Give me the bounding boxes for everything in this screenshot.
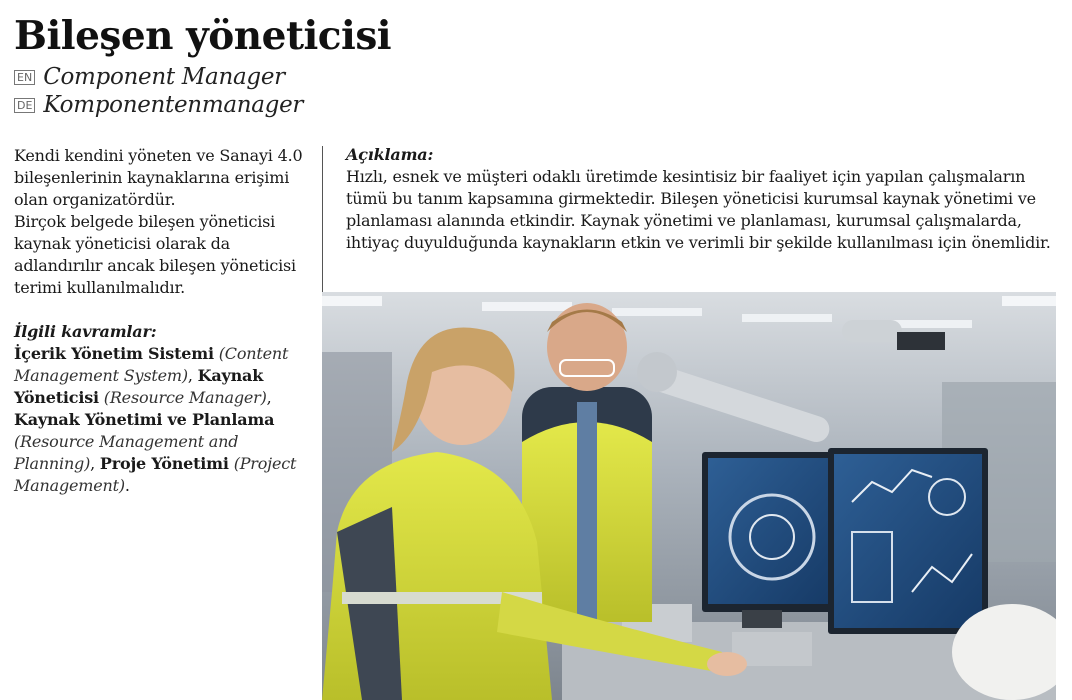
definition-text-1: Kendi kendini yöneten ve Sanayi 4.0 bileşenlerinin kaynaklarına erişimi olan organizatördür. [14,146,303,209]
translation-en-text: Component Manager [43,64,285,90]
description-section [346,144,1052,254]
related-concepts-heading: İlgili kavramlar: [14,322,157,341]
term-separator: , [187,366,198,385]
language-tag-en: EN [14,70,35,85]
term-separator: , [266,388,272,407]
page-title: Bileşen yöneticisi [14,13,392,59]
term-separator: . [124,476,130,495]
related-term-translation: (Resource Manager) [103,388,267,407]
description-heading: Açıklama: [346,145,434,164]
related-term: Kaynak Yönetimi ve Planlama [14,410,275,429]
definition-text-2: Birçok belgede bileşen yöneticisi kaynak yöneticisi olarak da adlandırılır ancak bileşen yöneticisi terimi kullanılmalıdır. [14,212,296,297]
related-term-translation: (Project Management) [14,454,297,495]
related-term: Kaynak Yöneticisi [14,366,264,407]
related-term-translation: (Content Management System) [14,344,289,385]
related-concepts-list [14,343,304,497]
factory-engineers-photo [322,292,1056,700]
language-tag-de: DE [14,98,35,113]
term-separator: , [90,454,100,473]
translation-de-text: Komponentenmanager [43,92,304,118]
photo-illustration [322,292,1056,700]
translation-de [14,91,303,119]
related-term: Proje Yönetimi [99,454,229,473]
description-body: Hızlı, esnek ve müşteri odaklı üretimde kesintisiz bir faaliyet için yapılan çalışmaların tümü bu tanım kapsamına girmektedir. Bileşen yöneticisi kurumsal kaynak yönetimi ve planlaması alanında etkindir. Kaynak yönetimi ve planlaması, kurumsal çalışmalarda, ihtiyaç duyulduğunda kaynakların etkin ve verimli bir şekilde kullanılması için önemlidir. [346,167,1051,252]
translation-en [14,63,285,91]
related-term: İçerik Yönetim Sistemi [14,344,214,363]
related-term-translation: (Resource Management and Planning) [14,432,239,473]
definition-column [14,145,304,497]
